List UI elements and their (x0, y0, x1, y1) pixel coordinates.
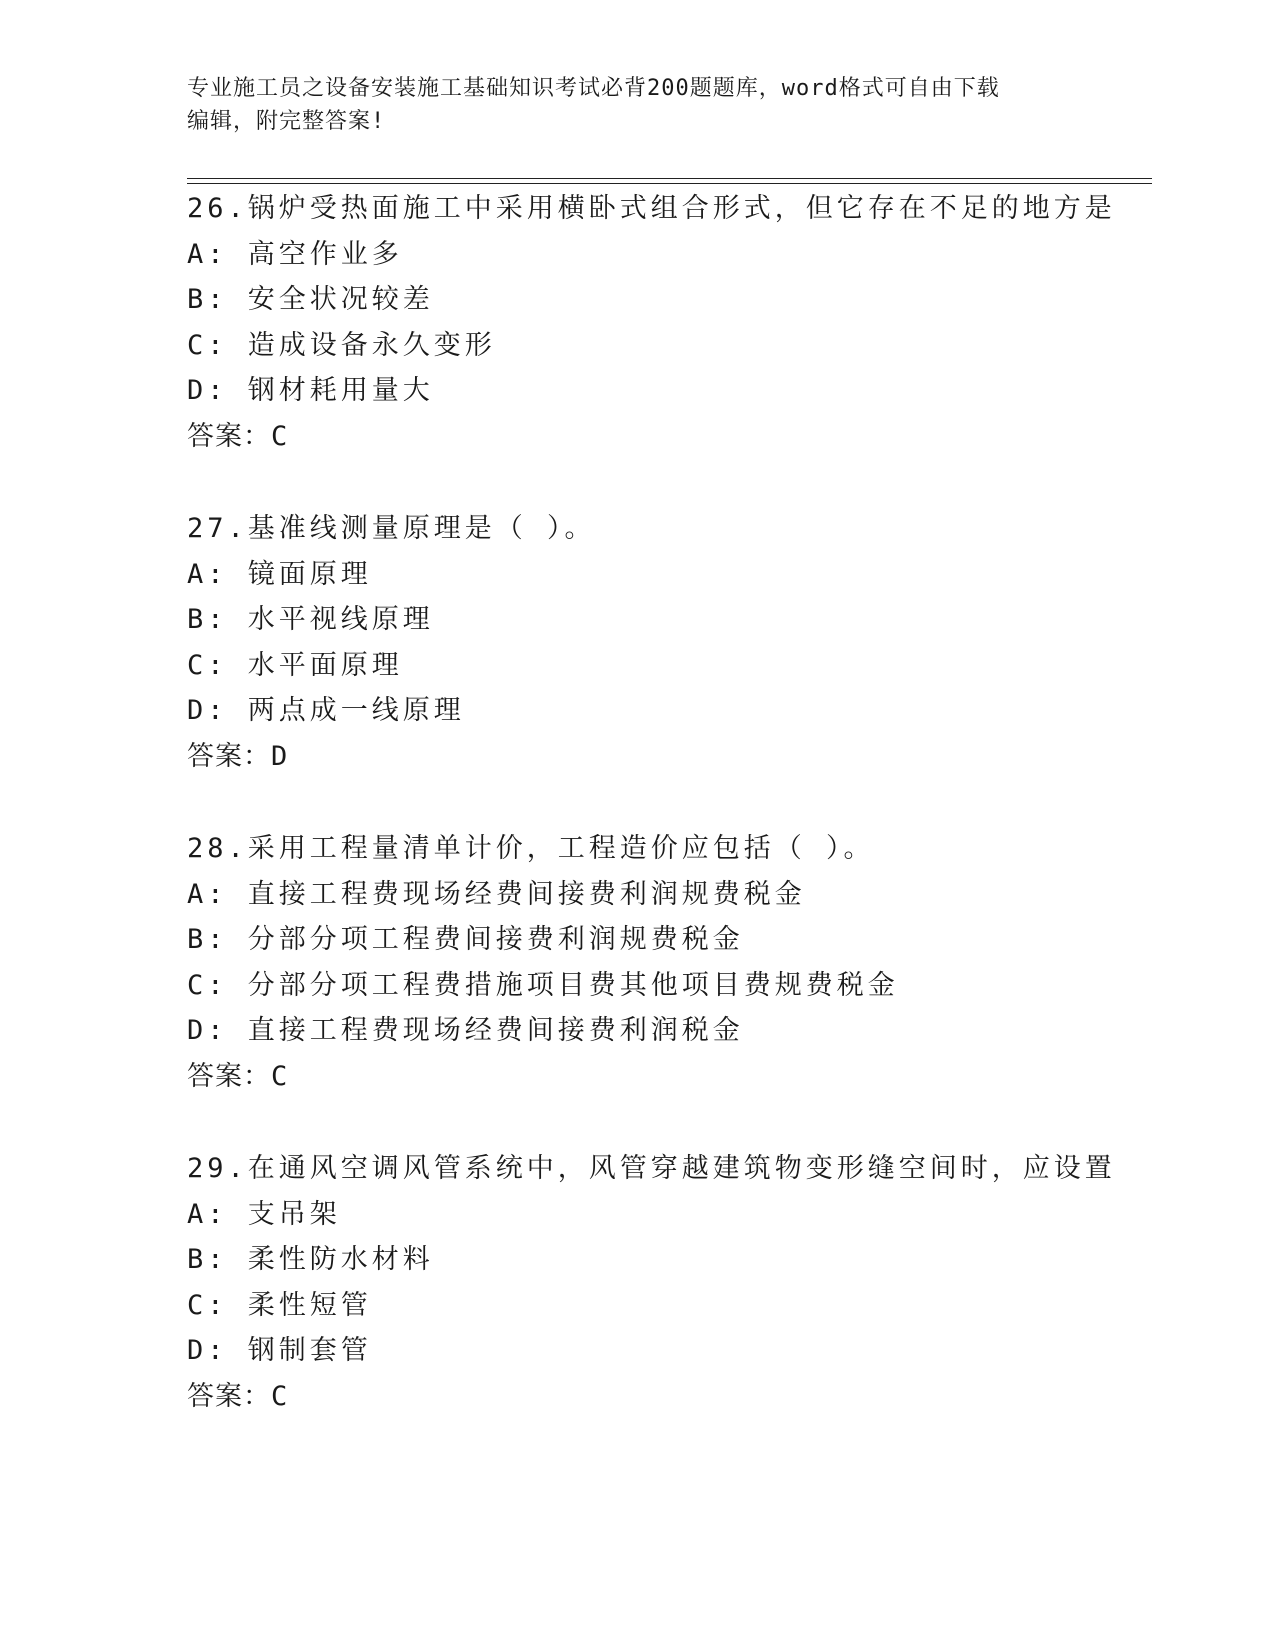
option-d: D: 两点成一线原理 (187, 695, 465, 727)
option-c: C: 分部分项工程费措施项目费其他项目费规费税金 (187, 969, 899, 1001)
answer-label: 答案： (187, 740, 271, 772)
answer-value: C (271, 420, 289, 452)
header-divider-bottom (187, 183, 1152, 184)
document-header (187, 72, 1067, 138)
answer-label: 答案： (187, 1380, 271, 1412)
answer-line (187, 1374, 1147, 1420)
option-c: C: 造成设备永久变形 (187, 329, 496, 361)
header-line-1: 专业施工员之设备安装施工基础知识考试必背200题题库，word格式可自由下载 (187, 76, 1000, 101)
answer-value: C (271, 1060, 289, 1092)
option-d: D: 钢材耗用量大 (187, 375, 434, 407)
answer-value: C (271, 1380, 289, 1412)
option-c: C: 柔性短管 (187, 1289, 372, 1321)
question-26 (187, 186, 1147, 506)
answer-line (187, 1054, 1147, 1100)
question-stem: 27.基准线测量原理是（ ）。 (187, 513, 596, 544)
question-stem: 29.在通风空调风管系统中，风管穿越建筑物变形缝空间时，应设置 (187, 1153, 1116, 1184)
option-b: B: 安全状况较差 (187, 284, 434, 316)
option-a: A: 支吊架 (187, 1198, 341, 1230)
option-a: A: 直接工程费现场经费间接费利润规费税金 (187, 878, 806, 910)
answer-label: 答案： (187, 1060, 271, 1092)
question-stem: 28.采用工程量清单计价，工程造价应包括（ ）。 (187, 833, 875, 864)
question-list (187, 186, 1147, 1466)
answer-label: 答案： (187, 420, 271, 452)
option-a: A: 镜面原理 (187, 558, 372, 590)
header-divider-top (187, 178, 1152, 179)
answer-line (187, 734, 1147, 780)
option-d: D: 直接工程费现场经费间接费利润税金 (187, 1015, 744, 1047)
header-line-2: 编辑，附完整答案! (187, 109, 386, 134)
question-stem: 26.锅炉受热面施工中采用横卧式组合形式，但它存在不足的地方是 (187, 193, 1116, 224)
option-b: B: 分部分项工程费间接费利润规费税金 (187, 924, 744, 956)
option-a: A: 高空作业多 (187, 238, 403, 270)
question-29 (187, 1146, 1147, 1466)
option-d: D: 钢制套管 (187, 1335, 372, 1367)
answer-value: D (271, 740, 289, 772)
question-28 (187, 826, 1147, 1146)
answer-line (187, 414, 1147, 460)
question-27 (187, 506, 1147, 826)
option-c: C: 水平面原理 (187, 649, 403, 681)
option-b: B: 柔性防水材料 (187, 1244, 434, 1276)
option-b: B: 水平视线原理 (187, 604, 434, 636)
